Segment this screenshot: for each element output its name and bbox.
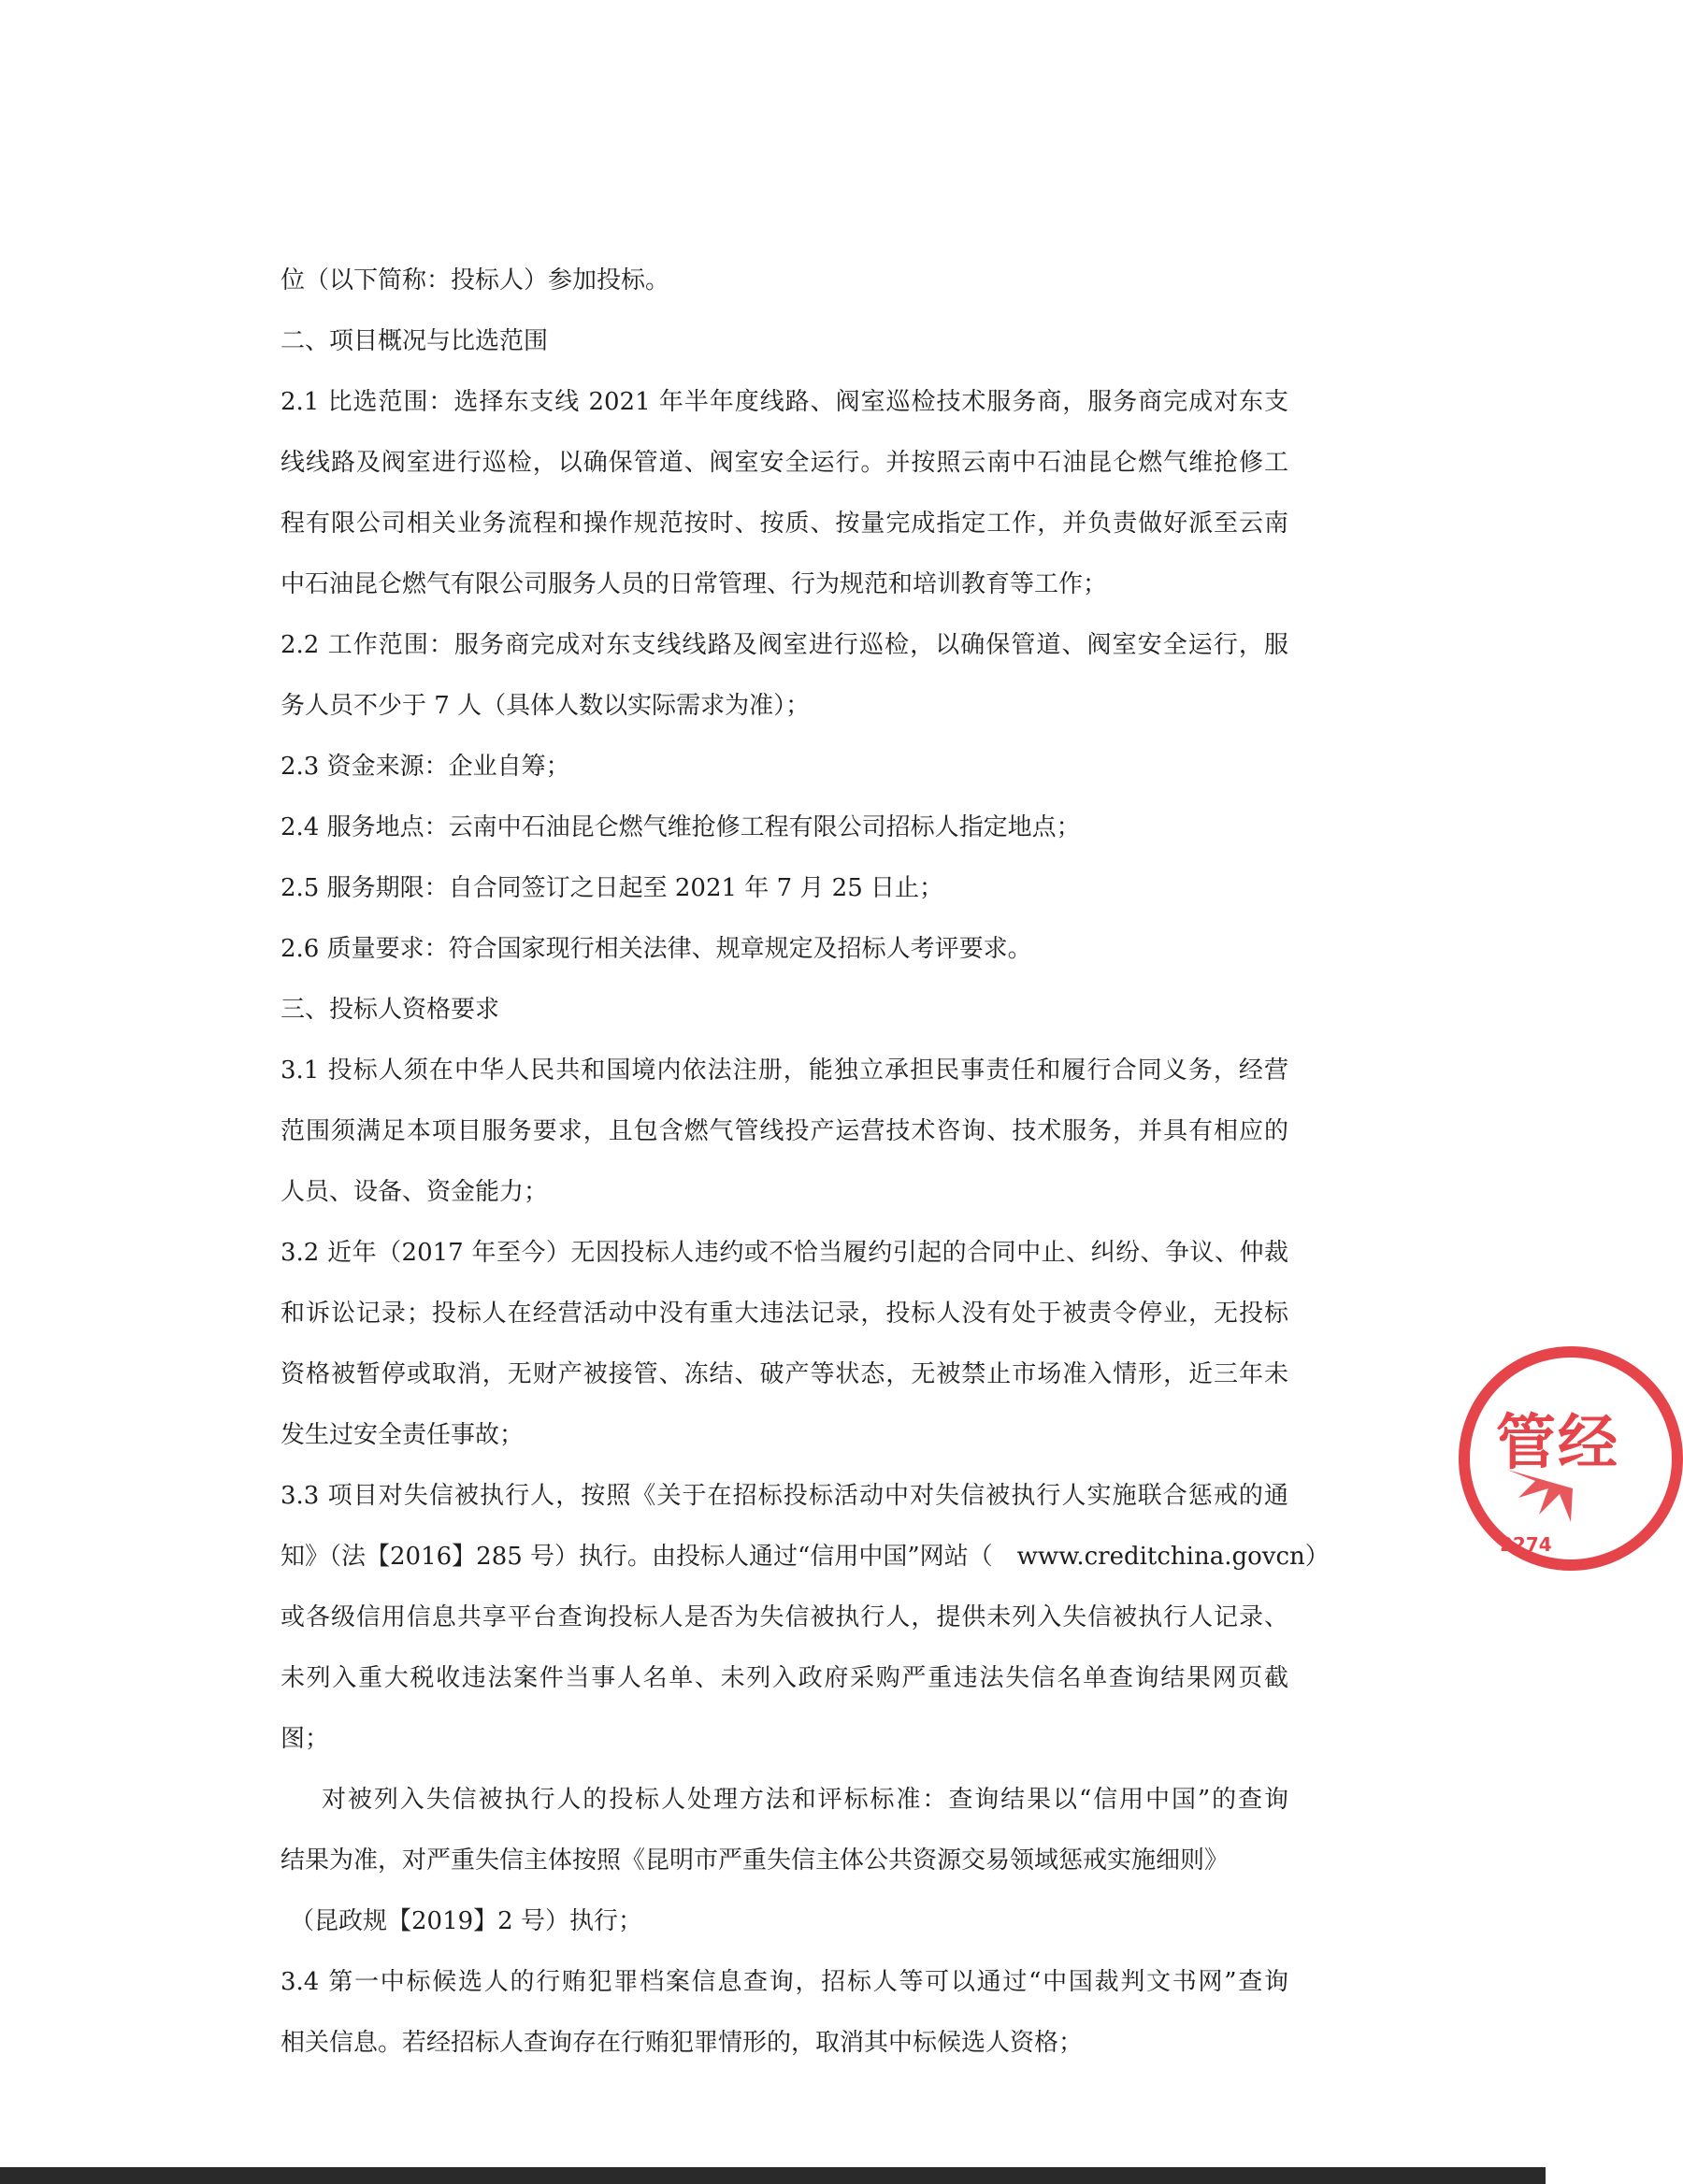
- text-line: 中石油昆仑燃气有限公司服务人员的日常管理、行为规范和培训教育等工作；: [280, 570, 1108, 598]
- seal-text: 管经: [1496, 1409, 1619, 1478]
- text-line: 3.3 项目对失信被执行人，按照《关于在招标投标活动中对失信被执行人实施联合惩戒的通: [280, 1482, 1288, 1510]
- text-line: 范围须满足本项目服务要求，且包含燃气管线投产运营技术咨询、技术服务，并具有相应的: [280, 1117, 1288, 1145]
- text-line: 知》（法【2016】285 号）执行。由投标人通过“信用中国”网站（ www.creditchina.govcn）: [280, 1543, 1330, 1571]
- text-line: 3.2 近年（2017 年至今）无因投标人违约或不恰当履约引起的合同中止、纠纷、争议、仲裁: [280, 1239, 1288, 1267]
- text-line: 位（以下简称：投标人）参加投标。: [280, 266, 670, 295]
- text-line: 结果为准，对严重失信主体按照《昆明市严重失信主体公共资源交易领域惩戒实施细则》: [280, 1846, 1230, 1875]
- text-line: 2.3 资金来源：企业自筹；: [280, 753, 570, 781]
- text-line: 资格被暂停或取消，无财产被接管、冻结、破产等状态，无被禁止市场准入情形，近三年未: [280, 1360, 1288, 1388]
- text-line: 2.6 质量要求：符合国家现行相关法律、规章规定及招标人考评要求。: [280, 935, 1032, 963]
- seal-number: 2274: [1500, 1533, 1552, 1556]
- text-line: 3.4 第一中标候选人的行贿犯罪档案信息查询，招标人等可以通过“中国裁判文书网”查询: [280, 1968, 1288, 1996]
- text-line: 发生过安全责任事故；: [280, 1421, 525, 1449]
- text-line: 线线路及阀室进行巡检，以确保管道、阀室安全运行。并按照云南中石油昆仑燃气维抢修工: [280, 449, 1288, 477]
- text-line: 或各级信用信息共享平台查询投标人是否为失信被执行人，提供未列入失信被执行人记录、: [280, 1603, 1288, 1631]
- text-line: 2.2 工作范围：服务商完成对东支线线路及阀室进行巡检，以确保管道、阀室安全运行，服: [280, 631, 1288, 659]
- text-line: 图；: [280, 1725, 330, 1753]
- text-line: 2.5 服务期限：自合同签订之日起至 2021 年 7 月 25 日止；: [280, 874, 943, 902]
- section-heading: 三、投标人资格要求: [280, 996, 500, 1024]
- text-line: 务人员不少于 7 人（具体人数以实际需求为准）；: [280, 692, 811, 720]
- text-line: 和诉讼记录；投标人在经营活动中没有重大违法记录，投标人没有处于被责令停业，无投标: [280, 1300, 1288, 1328]
- text-line: 3.1 投标人须在中华人民共和国境内依法注册，能独立承担民事责任和履行合同义务，经营: [280, 1056, 1288, 1085]
- text-line: 程有限公司相关业务流程和操作规范按时、按质、按量完成指定工作，并负责做好派至云南: [280, 510, 1288, 538]
- scan-edge: [0, 2167, 1546, 2184]
- text-line: 2.4 服务地点：云南中石油昆仑燃气维抢修工程有限公司招标人指定地点；: [280, 813, 1081, 841]
- text-line: 人员、设备、资金能力；: [280, 1178, 549, 1206]
- section-heading: 二、项目概况与比选范围: [280, 327, 549, 355]
- text-line: 对被列入失信被执行人的投标人处理方法和评标标准：查询结果以“信用中国”的查询: [322, 1786, 1288, 1814]
- company-seal: [1459, 1346, 1683, 1571]
- text-line: （昆政规【2019】2 号）执行；: [290, 1907, 642, 1935]
- text-line: 未列入重大税收违法案件当事人名单、未列入政府采购严重违法失信名单查询结果网页截: [280, 1664, 1288, 1692]
- document-body: [280, 251, 1330, 2074]
- text-line: 2.1 比选范围：选择东支线 2021 年半年度线路、阀室巡检技术服务商，服务商完成对东支: [280, 388, 1288, 416]
- text-line: 相关信息。若经招标人查询存在行贿犯罪情形的，取消其中标候选人资格；: [280, 2029, 1084, 2057]
